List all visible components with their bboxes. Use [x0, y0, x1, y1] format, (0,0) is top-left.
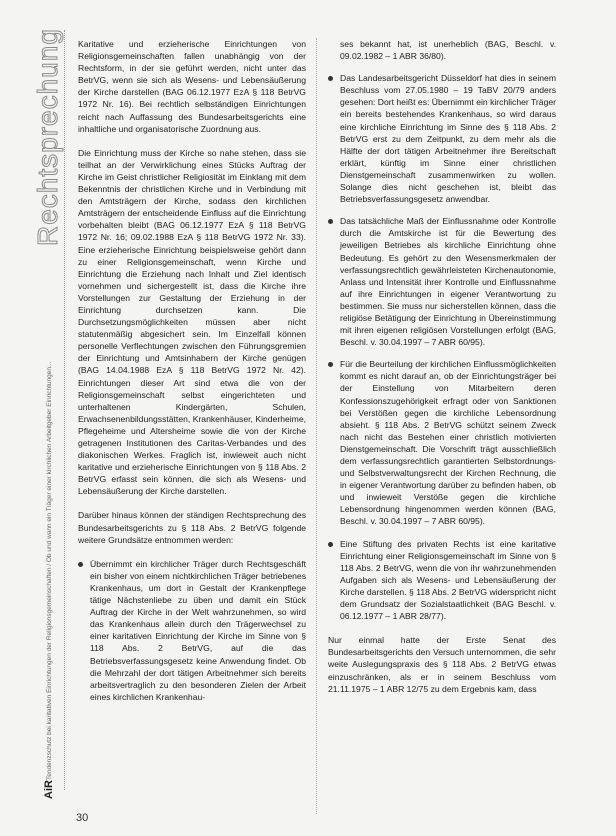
list-item: Übernimmt ein kirchlicher Träger durch Rechtsgeschäft ein bisher von einem nichtkirchlichen Träger betriebenes Krankenhaus, um dort in Gestalt der Krankenpflege tätige Nächstenliebe zu üben und damit ein Stück Auftrag der Kirche in der Welt wahrzunehmen, so wird das Krankenhaus allein durch den Trägerwechsel zu einer karitativen Einrichtung der Kirche im Sinne von § 118 Abs. 2 BetrVG, auf die das Betriebsverfassungsgesetz keine Anwendung findet. Ob die Mehrzahl der dort tätigen Arbeitnehmer sich bereits arbeitsvertraglich zu den besonderen Zielen der Arbeit eines kirchlichen Krankenhau- [78, 558, 306, 703]
list-item: Das Landesarbeitsgericht Düsseldorf hat dies in seinem Beschluss vom 27.05.1980 – 19 TaBV 20/79 anders gesehen: Dort heißt es: Übernimmt ein kirchlicher Träger ein bereits bestehendes Krankenhaus, so wird daraus eine kirchliche Einrichtung im Sinne des § 118 Abs. 2 BetrVG erst zu dem Zeitpunkt, zu dem mehr als die Hälfte der dort tätigen Arbeitnehmer ihre Bereitschaft erklärt, künftig im Sinne einer christlichen Dienstgemeinschaft zusammenwirken zu wollen. Solange dies nicht geschehen ist, bleibt das Betriebsverfassungsgesetz anwendbar. [328, 72, 556, 205]
list-item: Für die Beurteilung der kirchlichen Einflussmöglichkeiten kommt es nicht darauf an, ob der Einrichtungsträger bei der Einstellung von Mitarbeitern deren Konfessionszugehörigkeit erfragt oder von Sanktionen bei Verstößen gegen die kirchliche Lebensordnung absieht. § 118 Abs. 2 BetrVG schützt seinem Zweck nach nicht das Bestehen einer christlich motivierten Dienstgemeinschaft. Die Vorschrift trägt ausschließlich dem verfassungsrechtlich garantierten Selbstordnungs- und Selbstverwaltungsrecht der Kirchen Rechnung, die in eigener Verantwortung darüber zu befinden haben, ob und inwieweit Verstöße gegen die kirchliche Lebensordnung hingenommen werden können (BAG, Beschl. v. 30.04.1997 – 7 ABR 60/95). [328, 358, 556, 527]
paragraph: Karitative und erzieherische Einrichtungen von Religionsgemeinschaften fallen unabhängig von der Rechtsform, in der sie geführt werden, nicht unter das BetrVG, wenn sie sich als Wesens- und Lebensäußerung der Kirche darstellen (BAG 06.12.1977 EzA § 118 BetrVG 1972 Nr. 16). Bei rechtlich selbständigen Einrichtungen reicht nach Auffassung des Bundesarbeitsgerichts eine inhaltliche und organisatorische Zuordnung aus. [78, 39, 306, 134]
paragraph: Die Einrichtung muss der Kirche so nahe stehen, dass sie teilhat an der Verwirklichung eines Stücks Auftrag der Kirche im Geist christlicher Religiosität im Einklang mit dem Bekenntnis der christlichen Kirche und in Verbindung mit den Amtsträgern der Kirche, sodass den kirchlichen Amtsträgern der entscheidende Einfluss auf die Einrichtung vorbehalten bleibt (BAG 06.12.1977 EzA § 118 BetrVG 1972 Nr. 16; 09.02.1988 EzA § 118 BetrVG 1972 Nr. 33). Eine erzieherische Einrichtung beispielsweise gehört dann zu einer Religionsgemeinschaft, wenn Kirche und Einrichtung die Erziehung nach Inhalt und Ziel identisch vornehmen und sichergestellt ist, dass die Kirche ihre Vorstellungen zur Gestaltung der Erziehung in der Einrichtung durchsetzen kann. Die Durchsetzungsmöglichkeiten müssen aber nicht statutenmäßig abgesichert sein. Im Einzelfall können personelle Verflechtungen zwischen den Führungsgremien der Einrichtung und Amtsinhabern der Kirche genügen (BAG 14.04.1988 EzA § 118 BetrVG 1972 Nr. 42). Einrichtungen dieser Art sind etwa die von der Religionsgemeinschaft selbst eingerichteten und unterhaltenen Kindergärten, Schulen, Erwachsenenbildungsstätten, Krankenhäuser, Kinderheime, Pflegeheime und Altersheime sowie die von der Kirche getragenen Institutionen des Caritas-Verbandes und des diakonischen Werkes. Fraglich ist, inwieweit auch nicht karitative und erzieherische Einrichtungen von § 118 Abs. 2 BetrVG erfasst sein können, die sich als Wesens- und Lebensäußerung der Kirche darstellen. [78, 147, 306, 497]
paragraph: Nur einmal hatte der Erste Senat des Bundesarbeitsgerichts den Versuch unternommen, die sehr weite Auslegungspraxis des § 118 Abs. 2 BetrVG etwas einzuschränken, als er in seinem Beschluss vom 21.11.1975 – 1 ABR 12/75 zu dem Ergebnis kam, dass [328, 635, 556, 694]
bullet-list [328, 72, 556, 622]
left-column [78, 38, 306, 715]
running-head: Tendenzschutz bei karitativen Einrichtungen der Religionsgemeinschaften / Ob und wann ein Träger einer kirchlichen Arbeitgeber Einrichtungen... [46, 361, 53, 780]
right-column [328, 38, 556, 707]
list-item: Das tatsächliche Maß der Einflussnahme oder Kontrolle durch die Amtskirche ist für die Bewertung des jeweiligen Betriebes als kirchliche Einrichtung ohne Bedeutung. Es gehört zu den Wesensmerkmalen der verfassungsrechtlich gewährleisteten Kirchenautonomie, Anlass und Intensität ihrer Kontrolle und Einflussnahme auf ihre Einrichtungen in eigener Verantwortung zu bestimmen. Sie muss nur sicherstellen können, dass die religiöse Betätigung der Einrichtung in Übereinstimmung mit ihren eigenen religiösen Vorstellungen erfolgt (BAG, Beschl. v. 30.04.1997 – 7 ABR 60/95). [328, 215, 556, 348]
page-number: 30 [76, 812, 89, 824]
section-label: Rechtsprechung [32, 28, 63, 246]
paragraph: Darüber hinaus können der ständigen Rechtsprechung des Bundesarbeitsgerichts zu § 118 Abs. 2 BetrVG folgende weitere Grundsätze entnommen werden: [78, 510, 306, 545]
bullet-list [78, 558, 306, 703]
margin-divider [64, 30, 65, 790]
list-item: Eine Stiftung des privaten Rechts ist eine karitative Einrichtung einer Religionsgemeinschaft im Sinne von § 118 Abs. 2 BetrVG, wenn die von ihr wahrzunehmenden Aufgaben sich als Wesens- und Lebensäußerung der Kirche darstellen. § 118 Abs. 2 BetrVG widerspricht nicht dem Grundsatz der Sozialstaatlichkeit (BAG Beschl. v. 06.12.1977 – 1 ABR 28/77). [328, 538, 556, 623]
margin-sidebar [0, 0, 62, 836]
paragraph-continuation: ses bekannt hat, ist unerheblich (BAG, Beschl. v. 09.02.1982 – 1 ABR 36/80). [340, 39, 556, 62]
journal-logo: AiR [43, 780, 55, 799]
